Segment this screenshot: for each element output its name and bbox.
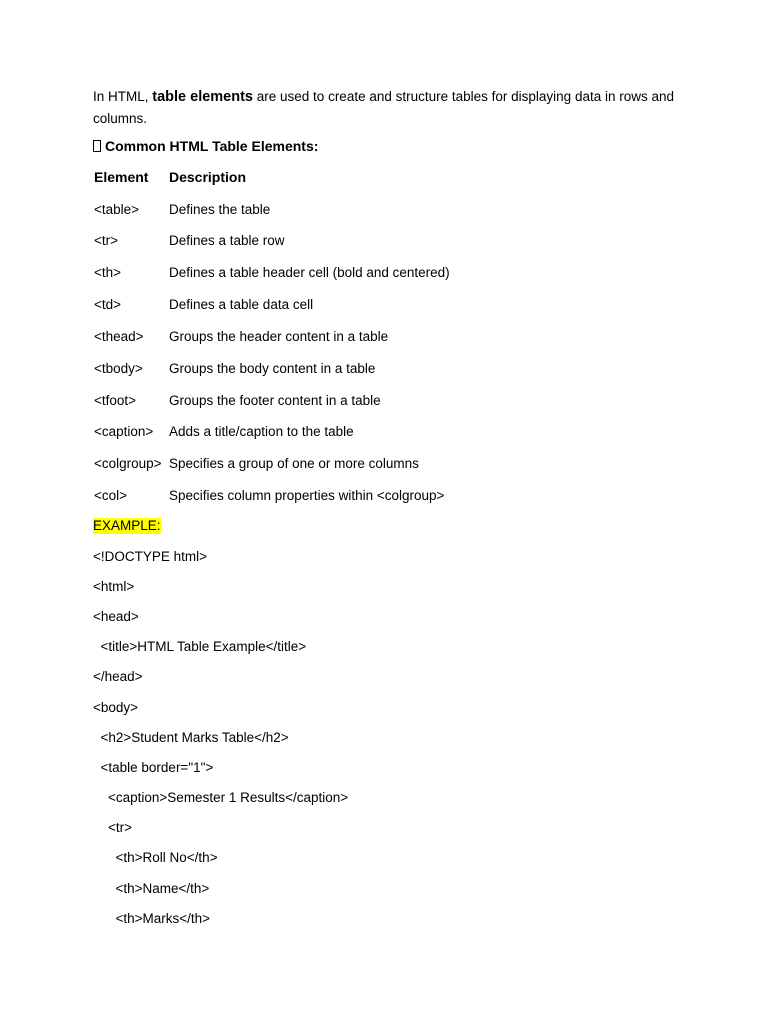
table-cell-description: Defines a table header cell (bold and centered) [169,265,450,280]
code-line: </head> [93,669,143,684]
code-line: <caption>Semester 1 Results</caption> [93,790,349,805]
table-cell-description: Defines a table row [169,233,285,248]
intro-suffix: are used to create and structure tables for displaying data in rows and columns. [93,89,675,126]
code-line: <table border="1"> [93,760,214,775]
table-cell-description: Defines the table [169,202,271,217]
table-cell-element: <th> [94,265,122,280]
column-header-element: Element [94,169,149,185]
intro-bold-term: table elements [152,89,254,105]
table-cell-element: <colgroup> [94,456,162,471]
table-cell-description: Defines a table data cell [169,297,314,312]
table-cell-description: Adds a title/caption to the table [169,424,354,439]
table-cell-element: <table> [94,202,140,217]
code-line: <head> [93,609,139,624]
table-cell-element: <col> [94,488,128,503]
intro-paragraph [93,86,683,129]
code-line: <!DOCTYPE html> [93,549,208,564]
code-line: <title>HTML Table Example</title> [93,639,307,654]
column-header-description: Description [169,169,247,185]
code-line: <h2>Student Marks Table</h2> [93,730,289,745]
table-cell-description: Groups the footer content in a table [169,393,381,408]
code-line: <tr> [93,820,133,835]
table-cell-element: <td> [94,297,122,312]
table-cell-description: Specifies column properties within <colgroup> [169,488,445,503]
table-cell-element: <thead> [94,329,144,344]
table-cell-element: <tfoot> [94,393,137,408]
document-page [93,86,683,926]
section-heading-text: Common HTML Table Elements: [105,138,319,154]
code-line: <th>Marks</th> [93,911,211,926]
box-glyph-icon [93,140,101,152]
table-cell-description: Specifies a group of one or more columns [169,456,419,471]
table-cell-description: Groups the body content in a table [169,361,376,376]
table-cell-element: <tbody> [94,361,143,376]
code-line: <th>Roll No</th> [93,850,218,865]
table-cell-description: Groups the header content in a table [169,329,389,344]
table-cell-element: <caption> [94,424,154,439]
code-line: <body> [93,700,139,715]
intro-prefix: In HTML, [93,89,153,104]
code-line: <th>Name</th> [93,881,210,896]
table-cell-element: <tr> [94,233,119,248]
section-heading [93,138,318,154]
example-label: EXAMPLE: [93,518,161,533]
code-line: <html> [93,579,135,594]
